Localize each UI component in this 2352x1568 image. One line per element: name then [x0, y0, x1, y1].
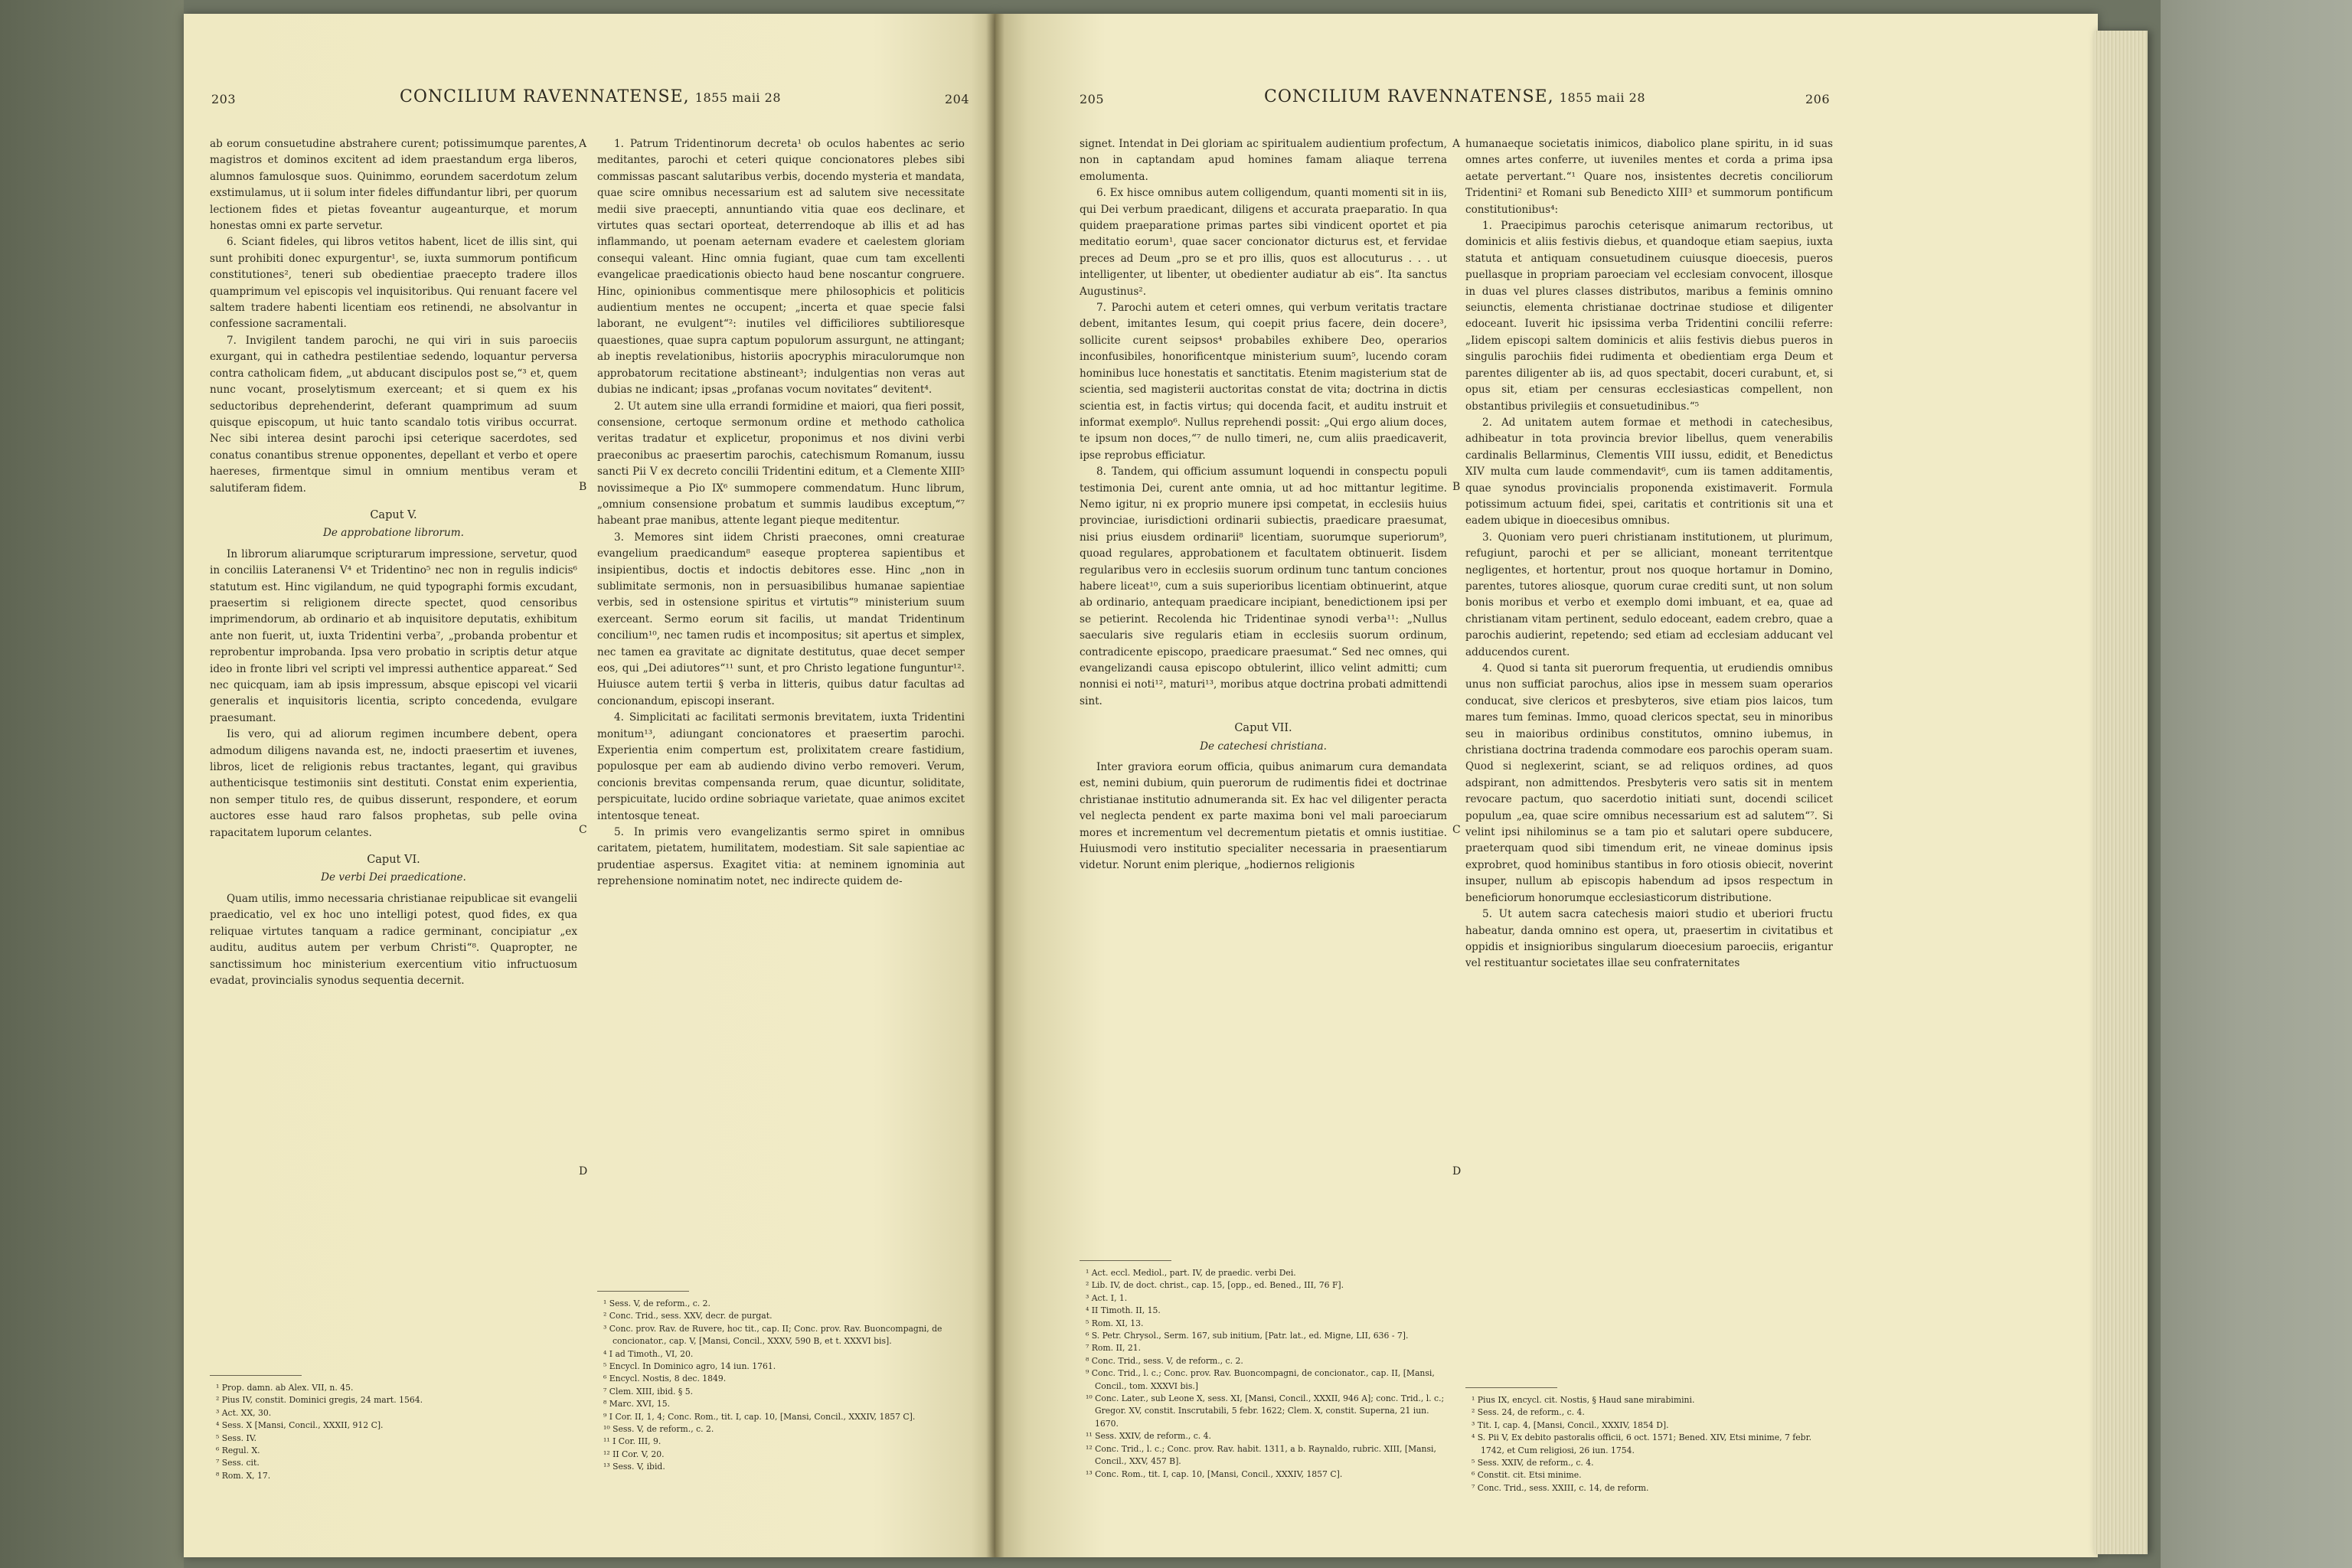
caput-5-title: Caput V.	[370, 508, 417, 521]
paragraph: 2. Ad unitatem autem formae et methodi in catechesibus, adhibeatur in tota provincia brevior libellus, quem venerabilis cardinalis Bellarminus, Clementis VIII iussu, edidit, et Benedictus XIV multa cum laude commendavit⁶, cum iis tamen additamentis, quae synodus provincialis proponenda existimaverit. Formula potissimum actuum fidei, spei, caritatis et contritionis sit una et eadem ubique in dioecesibus omnibus.	[1465, 416, 1833, 528]
margin-letter-b-right: B	[1452, 481, 1461, 493]
footnote: ³ Act. XX, 30.	[216, 1407, 272, 1418]
footnote: ¹ Prop. damn. ab Alex. VII, n. 45.	[216, 1383, 354, 1393]
footnote: ⁶ Encycl. Nostis, 8 dec. 1849.	[603, 1374, 727, 1384]
column-4-footnotes	[1465, 1387, 1833, 1494]
footnote: ⁹ I Cor. II, 1, 4; Conc. Rom., tit. I, cap. 10, [Mansi, Concil., XXXIV, 1857 C].	[603, 1411, 916, 1422]
paragraph: 4. Simplicitati ac facilitati sermonis brevitatem, iuxta Tridentini monitum¹³, adiungant concionatores et praesertim parochi. Experientia enim compertum est, prolixitatem creare fastidium, populosque per eam ab audiendo divino verbo removeri. Verum, concionis brevitas compensanda rerum, quae dicuntur, soliditate, perspicuitate, lucido ordine sobriaque varietate, quae animos excitet intentosque teneat.	[597, 711, 965, 822]
footnote: ⁸ Conc. Trid., sess. V, de reform., c. 2.	[1086, 1355, 1243, 1366]
paragraph: In librorum aliarumque scripturarum impressione, servetur, quod in conciliis Lateranensi V⁴ et Tridentino⁵ nec non in regulis indicis⁶ statutum est. Hinc vigilandum, ne quid typographi formis excudant, praesertim si religionem directe spectet, quod censoribus imprimendorum, ab ordinario et ab inquisitore deputatis, exhibitum ante non fuerit, ut, iuxta Tridentini verba⁷, „probanda probentur et reprobentur improbanda. Ipsa vero probatio in scriptis detur atque ideo in fronte libri vel scripti vel impressi authentice appareat.“ Sed nec quicquam, iam ab ipsis impressum, absque episcopi vel vicarii generalis et inquisitoris licentia, scripto concedenda, evulgare praesumant.	[210, 547, 577, 724]
footnote: ⁸ Marc. XVI, 15.	[603, 1399, 671, 1410]
footnote: ⁷ Sess. cit.	[216, 1458, 260, 1468]
right-page-header	[1080, 87, 1830, 118]
paragraph: ab eorum consuetudine abstrahere curent; potissimumque parentes, magistros et dominos excitent ad idem praestandum erga liberos, alumnos famulosque suos. Quinimmo, eorundem sacerdotum zelum exstimulamus, ut ii solum inter fideles diffundantur libri, per quorum lectionem fides et pietas foveantur augeanturque, et morum honestas omni ex parte servetur.	[210, 138, 577, 233]
paragraph: humanaeque societatis inimicos, diabolico plane spiritu, in id suas omnes artes conferre, ut iuveniles mentes et corda a prima ipsa aetate pervertant.“¹ Quare nos, insistentes decretis conciliorum Tridentini² et Romani sub Benedicto XIII³ et summorum pontificum constitutionibus⁴:	[1465, 138, 1833, 216]
footnote: ¹ Sess. V, de reform., c. 2.	[603, 1298, 710, 1308]
footnote: ¹¹ I Cor. III, 9.	[603, 1436, 662, 1447]
footnote: ³ Conc. prov. Rav. de Ruvere, hoc tit., cap. II; Conc. prov. Rav. Buoncompagni, de concionator., cap. V, [Mansi, Concil., XXXV, 590 B, et t. XXXVI bis].	[603, 1323, 942, 1347]
caput-6-subtitle: De verbi Dei praedicatione.	[321, 871, 466, 884]
footnote: ⁵ Sess. XXIV, de reform., c. 4.	[1472, 1458, 1594, 1468]
footnote: ⁴ II Timoth. II, 15.	[1086, 1305, 1161, 1316]
paragraph: 3. Memores sint iidem Christi praecones, omni creaturae evangelium praedicandum⁸ easeque propterea sapientibus et insipientibus, doctis et indoctis debitores esse. Hinc „non in sublimitate sermonis, non in persuasibilibus humanae sapientiae verbis, sed in ostensione spiritus et virtutis“⁹ ministerium suum exerceant. Sermo eorum sit facilis, ut mandat Tridentinum concilium¹⁰, nec tamen rudis et incompositus; sit apertus et simplex, nec tamen ea gravitate ac dignitate destitutus, quae decet semper eos, qui „Dei adiutores“¹¹ sunt, et pro Christo legatione funguntur¹². Huiusce autem tertii § verba in litteris, quibus datur facultas ad concionandum, episcopi inserant.	[597, 531, 965, 707]
paragraph: 5. Ut autem sacra catechesis maiori studio et uberiori fructu habeatur, danda omnino est opera, ut, praesertim in civitatibus et oppidis et insignioribus singularum dioecesium paroeciis, erigantur vel restituantur societates illae seu confraternitates	[1465, 908, 1833, 970]
caput-6-title: Caput VI.	[367, 854, 420, 867]
paragraph: 3. Quoniam vero pueri christianam institutionem, ut plurimum, refugiunt, parochi et per se alliciant, moneant territentque negligentes, et hortentur, prout nos quoque hortamur in Domino, parentes, tutores aliosque, quorum curae crediti sunt, ut non solum bonis moribus et verbo et exemplo domi imbuant, et ea, quae ad christianam vitam pertinent, sedulo edoceant, eadem crebro, quae a parochis audierint, repetendo; sed etiam ad ecclesiam adducant vel adducendos curent.	[1465, 531, 1833, 658]
footnote: ⁵ Sess. IV.	[216, 1432, 257, 1443]
footnote: ⁶ Regul. X.	[216, 1446, 260, 1456]
footnote: ⁴ I ad Timoth., VI, 20.	[603, 1348, 694, 1359]
footnote: ⁸ Rom. X, 17.	[216, 1470, 271, 1481]
paragraph: 2. Ut autem sine ulla errandi formidine et maiori, qua fieri possit, consensione, certoque sermonum ordine et methodo catholica veritas tradatur et explicetur, proponimus et nos divini verbi praeconibus ac praesertim parochis, catechismum Romanum, iussu sancti Pii V ex decreto concilii Tridentini editum, et a Clemente XIII⁵ novissimeque a Pio IX⁶ summopere commendatum. Hunc librum, „omnium consensione probatum et summis laudibus exceptum,“⁷ habeant prae manibus, attente legant pieque meditentur.	[597, 400, 965, 528]
paragraph: 7. Invigilent tandem parochi, ne qui viri in suis paroeciis exurgant, qui in cathedra pestilentiae sedendo, loquantur perversa contra catholicam fidem, „ut abducant discipulos post se,“³ et, quem nunc vocant, proselytismum exerceant; et si quem ex his seductoribus deprehenderint, deferant quamprimum ad suum quisque episcopum, ut huic tanto scandalo totis viribus occurrat. Nec sibi interea desint parochi ipsi ceterique sacerdotes, sed conatus conantibus strenue opponentes, depellant et verbo et opere haereses, firmentque simul in omnium mentibus veram et salutiferam fidem.	[210, 334, 577, 495]
margin-letter-a: A	[579, 138, 587, 150]
column-3-footnotes	[1080, 1260, 1447, 1481]
column-1	[210, 136, 577, 989]
footnote: ² Lib. IV, de doct. christ., cap. 15, [opp., ed. Bened., III, 76 F].	[1086, 1280, 1344, 1291]
paragraph: 7. Parochi autem et ceteri omnes, qui verbum veritatis tractare debent, imitantes Iesum, qui coepit prius facere, dein docere³, sollicite curent seipsos⁴ probabiles exhibere Deo, operarios inconfusibiles, honorificentque ministerium suum⁵, lucendo coram hominibus luce honestatis et sanctitatis. Etenim magisterium stat de scientia, sed magisterii auctoritas constat de vita; doctrina in dictis scientia est, in factis virtus; qui docenda facit, et auditu instruit et informat exemplo⁶. Nullus reprehendi possit: „Qui ergo alium doces, te ipsum non doces,“⁷ de nullo timeri, ne, cum aliis praedicaverit, ipse reprobus efficiatur.	[1080, 302, 1447, 462]
paragraph: Inter graviora eorum officia, quibus animarum cura demandata est, nemini dubium, quin puerorum de rudimentis fidei et doctrinae christianae institutio adnumeranda sit. Ex hac vel diligenter peracta vel neglecta pendent ex parte maxima boni vel mali paroeciarum mores et incrementum vel decrementum pietatis et omnis iustitiae. Huiusmodi vero institutio specialiter necessaria in praesentiarum videtur. Norunt enim plerique, „hodiernos religionis	[1080, 761, 1447, 872]
footnote: ¹² Conc. Trid., l. c.; Conc. prov. Rav. habit. 1311, a b. Raynaldo, rubric. XIII, [Mansi, Concil., XXV, 457 B].	[1086, 1443, 1436, 1467]
paragraph: Iis vero, qui ad aliorum regimen incumbere debent, opera admodum diligens navanda est, ne, indocti praesertim et iuvenes, libros, licet de religionis rebus tractantes, legant, qui gravibus authenticisque testimoniis sint destituti. Constat enim experientia, non semper titulo res, de quibus disserunt, respondere, et eorum auctores esse haud raro falsos prophetas, sub pelle ovina rapacitatem luporum celantes.	[210, 728, 577, 839]
column-2-footnotes	[597, 1291, 965, 1474]
page-number-203: 203	[211, 92, 237, 106]
margin-letter-a-right: A	[1452, 138, 1461, 150]
page-number-206: 206	[1805, 92, 1830, 106]
footnote: ¹³ Conc. Rom., tit. I, cap. 10, [Mansi, Concil., XXXIV, 1857 C].	[1086, 1468, 1343, 1479]
column-3	[1080, 136, 1447, 874]
paragraph: 5. In primis vero evangelizantis sermo spiret in omnibus caritatem, pietatem, humilitatem, modestiam. Sit sale sapientiae ac prudentiae aspersus. Exagitet vitia: at neminem ignominia aut reprehensione nominatim notet, nec indirecte quidem de-	[597, 826, 965, 888]
margin-letter-d: D	[579, 1165, 588, 1178]
left-page	[184, 14, 995, 1557]
footnote: ⁴ Sess. X [Mansi, Concil., XXXII, 912 C].	[216, 1420, 384, 1431]
paragraph: 6. Ex hisce omnibus autem colligendum, quanti momenti sit in iis, qui Dei verbum praedicant, diligens et accurata praeparatio. In qua quidem praeparatione primas partes sibi vindicent oportet et pia meditatio eorum¹, quae sacer concionator dicturus est, et fervidae preces ad Deum „pro se et pro illis, quos est allocuturus . . . ut intelligenter, ut libenter, ut obedienter audiatur ab eis“. Ita sanctus Augustinus².	[1080, 187, 1447, 298]
paragraph: 1. Patrum Tridentinorum decreta¹ ob oculos habentes ac serio meditantes, parochi et ceteri quique concionatores plebes sibi commissas pascant salutaribus verbis, docendo mysteria et mandata, quae scire omnibus necessarium est ad salutem sive necessitate medii sive praecepti, annuntiando vitia quae eos declinare, et virtutes quas sectari oporteat, deterrendoque ab illis et ad has inflammando, ut poenam aeternam evadere et caelestem gloriam consequi valeant. Hinc omnia fugiant, quae cum tam excellenti evangelicae praedicationis obiecto haud bene noscantur congruere. Hinc, opinionibus commentisque mere philosophicis et politicis audientium mentes ne occupent; „incerta et quae specie falsi laborant, ne evulgent“²: inutiles vel difficiliores subtilioresque quaestiones, quae supra captum populorum assurgunt, ne attingant; ab ineptis revelationibus, historiis apocryphis miraculorumque non approbatorum recitatione abstineant³; indulgentias non veras aut dubias ne indicant; ipsas „profanas vocum novitates“ devitent⁴.	[597, 138, 965, 397]
paragraph: 1. Praecipimus parochis ceterisque animarum rectoribus, ut dominicis et aliis festivis diebus, et quandoque etiam saepius, iuxta statuta et antiquam consuetudinem cuiusque dioecesis, pueros puellasque in propriam paroeciam vel ecclesiam convocent, illosque in duas vel plures classes distributos, maribus a feminis omnino seiunctis, elementa christianae doctrinae studiose et diligenter edoceant. Iuverit hic ipsissima verba Tridentini concilii referre: „Iidem episcopi saltem dominicis et aliis festivis diebus pueros in singulis parochiis fidei rudimenta et obedientiam erga Deum et parentes diligenter ab iis, ad quos spectabit, doceri curabunt, et, si opus sit, etiam per censuras ecclesiasticas compellent, non obstantibus privilegiis et consuetudinibus.“⁵	[1465, 220, 1833, 413]
running-title: CONCILIUM RAVENNATENSE, 1855 maii 28	[400, 87, 781, 106]
running-title-right: CONCILIUM RAVENNATENSE, 1855 maii 28	[1264, 87, 1645, 106]
paragraph: Quam utilis, immo necessaria christianae reipublicae sit evangelii praedicatio, vel ex hoc uno intelligi potest, quod fides, ex qua reliquae virtutes tanquam a radice germinant, concipiatur „ex auditu, auditus autem per verbum Christi“⁸. Quapropter, ne sanctissimum hoc ministerium exercentium vitio infructuosum evadat, provincialis synodus sequentia decernit.	[210, 892, 577, 987]
footnote: ⁵ Rom. XI, 13.	[1086, 1318, 1144, 1328]
column-2	[597, 136, 965, 890]
footnote: ³ Act. I, 1.	[1086, 1292, 1128, 1303]
caput-7-title: Caput VII.	[1234, 722, 1292, 735]
margin-letter-c: C	[579, 824, 587, 836]
footnote: ² Pius IV, constit. Dominici gregis, 24 mart. 1564.	[216, 1395, 423, 1406]
footnote: ¹¹ Sess. XXIV, de reform., c. 4.	[1086, 1431, 1211, 1442]
caput-5-subtitle: De approbatione librorum.	[323, 527, 464, 540]
footnote: ⁹ Conc. Trid., l. c.; Conc. prov. Rav. Buoncompagni, de concionator., cap. II, [Mansi, Concil., tom. XXXVI bis.]	[1086, 1368, 1435, 1391]
table-surface-left	[0, 0, 184, 1568]
footnote: ⁶ S. Petr. Chrysol., Serm. 167, sub initium, [Patr. lat., ed. Migne, LII, 636 - 7].	[1086, 1331, 1409, 1341]
footnote: ¹³ Sess. V, ibid.	[603, 1462, 665, 1472]
margin-letter-d-right: D	[1452, 1165, 1462, 1178]
footnote: ³ Tit. I, cap. 4, [Mansi, Concil., XXXIV, 1854 D].	[1472, 1419, 1669, 1430]
page-number-205: 205	[1080, 92, 1105, 106]
book-gutter	[986, 14, 1004, 1557]
paragraph: 8. Tandem, qui officium assumunt loquendi in conspectu populi testimonia Dei, curent ante omnia, ut ad hoc mittantur legitime. Nemo igitur, ni ex proprio munere ipsi competat, in ecclesiis huius provinciae, iurisdictioni ordinarii subiectis, praedicare praesumat, nisi prius eiusdem ordinarii⁸ licentiam, suorumque superiorum⁹, quoad regulares, approbationem et facultatem obtinuerit. Iisdem regularibus vero in ecclesiis suorum ordinum tunc tantum conciones habere liceat¹⁰, cum a suis superioribus licentiam obtinuerint, atque ab ordinario, antequam praedicare incipiant, benedictionem ipsi per se petierint. Recolenda hic Tridentinae synodi verba¹¹: „Nullus saecularis sive regularis etiam in ecclesiis suorum ordinum, contradicente episcopo, praedicare praesumat.“ Sed nec omnes, qui evangelizandi causa episcopo obtulerint, illico velint admitti; cum nonnisi ei noti¹², maturi¹³, moribus atque doctrina probati admittendi sint.	[1080, 466, 1447, 707]
footnote: ¹ Pius IX, encycl. cit. Nostis, § Haud sane mirabimini.	[1472, 1395, 1695, 1405]
footnote: ⁷ Conc. Trid., sess. XXIII, c. 14, de reform.	[1472, 1482, 1649, 1493]
paragraph: 4. Quod si tanta sit puerorum frequentia, ut erudiendis omnibus unus non sufficiat parochus, alios ipse in messem suam operarios conducat, sive clericos et presbyteros, sive etiam pios laicos, tum mares tum feminas. Immo, quoad clericos spectat, seu in minoribus seu in maioribus ordinibus constitutos, omnino iubemus, in christiana doctrina tradenda commodare eos parochis operam suam. Quod si neglexerint, sciant, se ad reliquos ordines, ad quos adspirant, non admittendos. Presbyteris vero satis sit in mentem revocare pactum, quo sacerdotio initiati sunt, docendi scilicet populum „ea, quae scire omnibus necessarium est ad salutem“⁷. Si velint ipsi nihilominus se a tam pio et salutari opere subducere, praeterquam quod sibi timendum erit, ne vineae dominus ipsis exprobret, quod hominibus stantibus in foro otiosis obiecit, noverint insuper, nullum ab episcopis habendum ad ipsos respectum in beneficiorum honorumque ecclesiasticorum distributione.	[1465, 662, 1833, 904]
margin-letter-b: B	[579, 481, 587, 493]
left-page-header	[211, 87, 969, 118]
footnote: ¹⁰ Sess. V, de reform., c. 2.	[603, 1424, 714, 1435]
footnote: ² Sess. 24, de reform., c. 4.	[1472, 1407, 1585, 1418]
paragraph: signet. Intendat in Dei gloriam ac spiritualem audientium profectum, non in captandam apud homines famam aliaque terrena emolumenta.	[1080, 138, 1447, 183]
table-surface-right	[2161, 0, 2352, 1568]
footnote: ⁵ Encycl. In Dominico agro, 14 iun. 1761.	[603, 1361, 776, 1372]
caput-7-subtitle: De catechesi christiana.	[1200, 740, 1327, 753]
right-page	[995, 14, 2098, 1557]
footnote: ² Conc. Trid., sess. XXV, decr. de purgat.	[603, 1311, 773, 1321]
footnote: ¹⁰ Conc. Later., sub Leone X, sess. XI, [Mansi, Concil., XXXII, 946 A]; conc. Trid., l. c.; Gregor. XV, constit. Inscrutabili, 5 febr. 1622; Clem. X, constit. Superna, 21 iun. 1670.	[1086, 1393, 1445, 1429]
page-edges	[2094, 31, 2148, 1554]
footnote: ⁴ S. Pii V, Ex debito pastoralis officii, 6 oct. 1571; Bened. XIV, Etsi minime, 7 febr. 1742, et Cum religiosi, 26 iun. 1754.	[1472, 1432, 1812, 1455]
footnote: ⁶ Constit. cit. Etsi minime.	[1472, 1470, 1582, 1481]
footnote: ⁷ Rom. II, 21.	[1086, 1343, 1142, 1354]
footnote: ¹ Act. eccl. Mediol., part. IV, de praedic. verbi Dei.	[1086, 1268, 1296, 1278]
column-4	[1465, 136, 1833, 972]
column-1-footnotes	[210, 1375, 577, 1482]
margin-letter-c-right: C	[1452, 824, 1461, 836]
page-number-204: 204	[944, 92, 969, 106]
footnote: ⁷ Clem. XIII, ibid. § 5.	[603, 1386, 694, 1396]
paragraph: 6. Sciant fideles, qui libros vetitos habent, licet de illis sint, qui sunt prohibiti donec expurgentur¹, se, iuxta summorum pontificum constitutiones², teneri sub obedientiae praecepto tradere illos quamprimum vel episcopis vel inquisitoribus. Qui renuant facere vel saltem tradere habenti licentiam eos retinendi, ne absolvantur in confessione sacramentali.	[210, 236, 577, 331]
footnote: ¹² II Cor. V, 20.	[603, 1449, 665, 1459]
